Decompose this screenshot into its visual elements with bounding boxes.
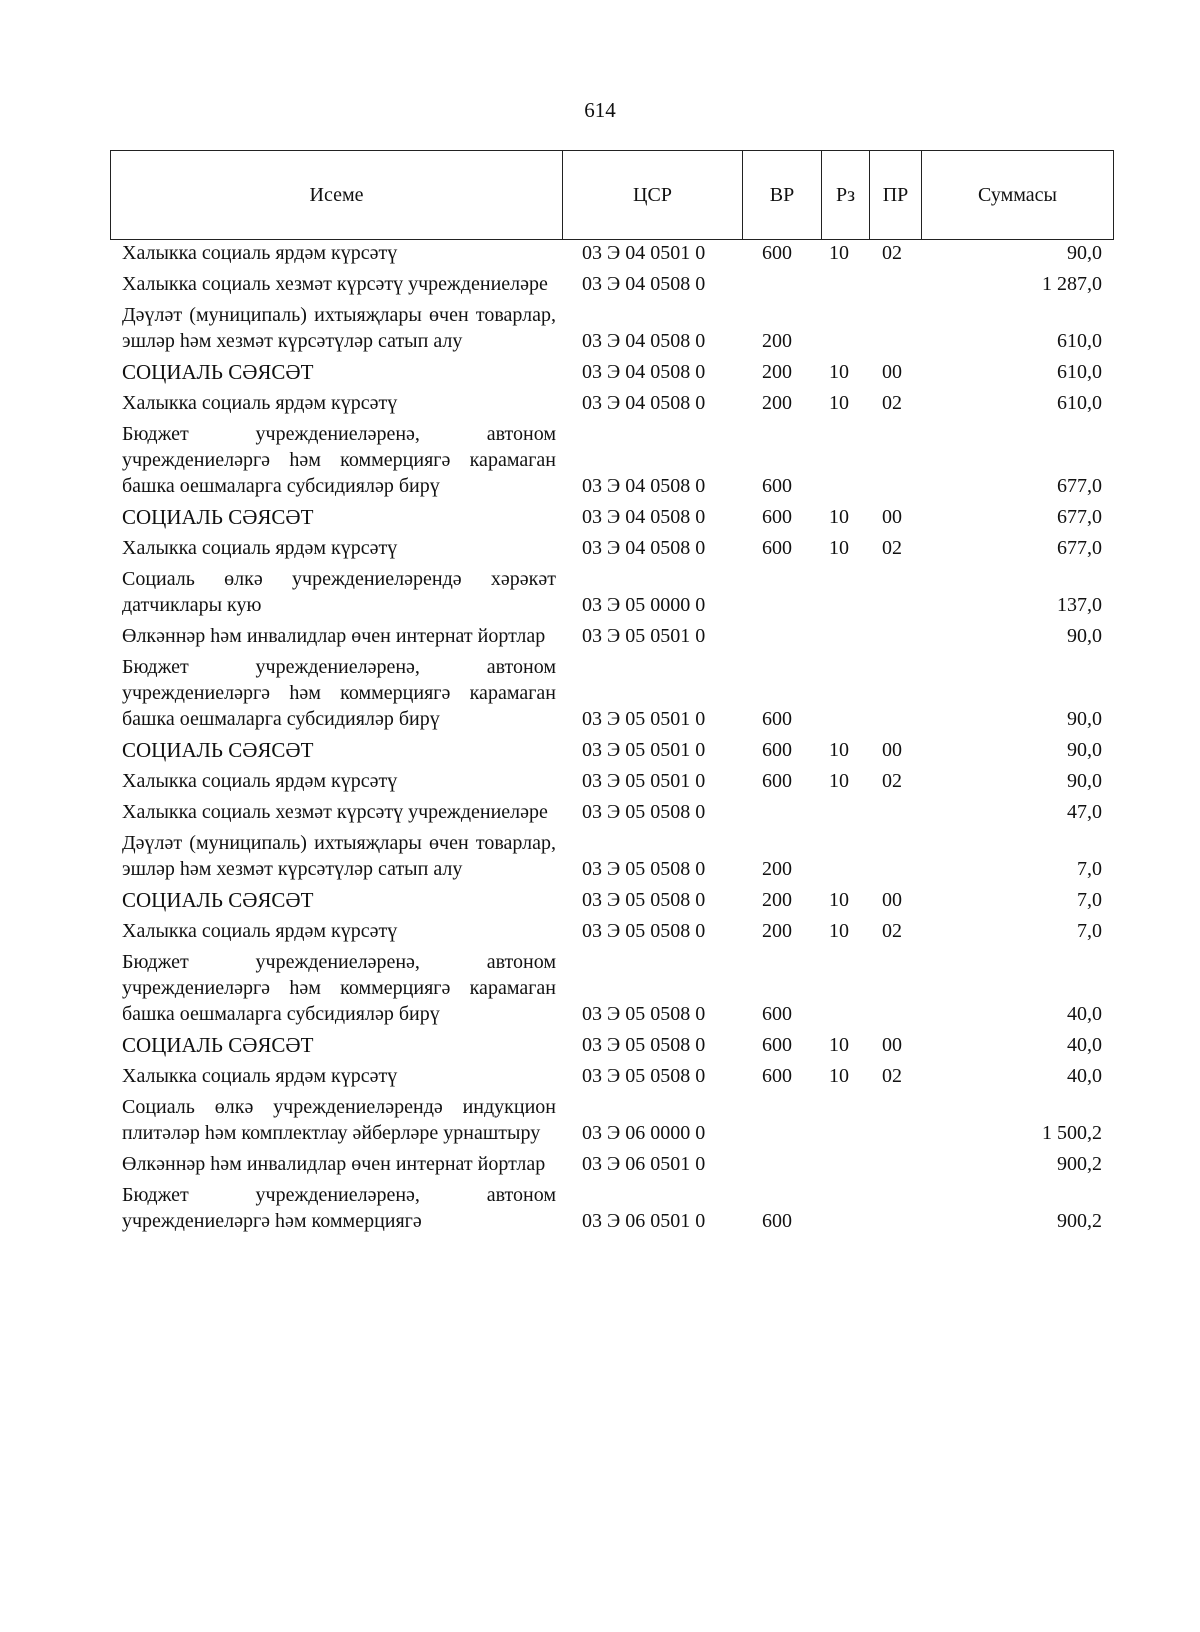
row-csr-cell: 03 Э 04 0508 0	[582, 392, 706, 414]
table-row	[110, 359, 1114, 390]
row-rz-cell: 10	[829, 361, 849, 383]
table-row	[110, 799, 1114, 830]
row-name-cell: Дәүләт (муниципаль) ихтыяҗлары өчен товарлар, эшләр һәм хезмәт күрсәтүләр сатып алу	[122, 832, 556, 880]
row-name-cell: Халыкка социаль ярдәм күрсәтү	[122, 242, 398, 264]
row-name-cell: Халыкка социаль хезмәт күрсәтү учреждениеләре	[122, 801, 548, 823]
row-csr-cell: 03 Э 04 0508 0	[582, 475, 706, 497]
row-pr-cell: 02	[882, 1065, 902, 1087]
row-sum-cell: 40,0	[1067, 1065, 1102, 1087]
row-sum-cell: 610,0	[1057, 392, 1102, 414]
row-csr-cell: 03 Э 05 0000 0	[582, 594, 706, 616]
row-csr-cell: 03 Э 05 0508 0	[582, 1034, 706, 1056]
row-sum-cell: 90,0	[1067, 770, 1102, 792]
table-row	[110, 654, 1114, 737]
row-rz-cell: 10	[829, 889, 849, 911]
row-csr-cell: 03 Э 04 0508 0	[582, 506, 706, 528]
row-pr-cell: 02	[882, 537, 902, 559]
row-name-cell: Дәүләт (муниципаль) ихтыяҗлары өчен товарлар, эшләр һәм хезмәт күрсәтүләр сатып алу	[122, 304, 556, 352]
row-name-cell: СОЦИАЛЬ СӘЯСӘТ	[122, 888, 314, 912]
row-rz-cell: 10	[829, 506, 849, 528]
row-vr-cell: 600	[762, 1210, 792, 1232]
row-csr-cell: 03 Э 04 0508 0	[582, 361, 706, 383]
row-pr-cell: 00	[882, 889, 902, 911]
table-row	[110, 949, 1114, 1032]
row-pr-cell: 02	[882, 242, 902, 264]
row-rz-cell: 10	[829, 739, 849, 761]
row-pr-cell: 00	[882, 506, 902, 528]
row-rz-cell: 10	[829, 1034, 849, 1056]
row-sum-cell: 677,0	[1057, 475, 1102, 497]
row-csr-cell: 03 Э 04 0508 0	[582, 330, 706, 352]
table-row	[110, 830, 1114, 887]
row-vr-cell: 600	[762, 475, 792, 497]
row-sum-cell: 7,0	[1077, 920, 1102, 942]
table-row	[110, 918, 1114, 949]
row-sum-cell: 677,0	[1057, 506, 1102, 528]
row-rz-cell: 10	[829, 770, 849, 792]
row-pr-cell: 00	[882, 1034, 902, 1056]
header-csr: ЦСР	[563, 151, 743, 239]
row-csr-cell: 03 Э 05 0501 0	[582, 625, 706, 647]
row-vr-cell: 600	[762, 1034, 792, 1056]
row-sum-cell: 90,0	[1067, 625, 1102, 647]
header-name: Исеме	[111, 151, 563, 239]
table-row	[110, 302, 1114, 359]
row-name-cell: СОЦИАЛЬ СӘЯСӘТ	[122, 1033, 314, 1057]
row-sum-cell: 47,0	[1067, 801, 1102, 823]
row-name-cell: СОЦИАЛЬ СӘЯСӘТ	[122, 738, 314, 762]
row-pr-cell: 00	[882, 739, 902, 761]
table-header	[110, 150, 1114, 240]
table-row	[110, 1063, 1114, 1094]
row-vr-cell: 600	[762, 1065, 792, 1087]
row-csr-cell: 03 Э 06 0501 0	[582, 1210, 706, 1232]
table-row	[110, 535, 1114, 566]
row-sum-cell: 1 287,0	[1042, 273, 1102, 295]
header-pr: ПР	[870, 151, 922, 239]
header-sum: Суммасы	[978, 183, 1057, 206]
row-sum-cell: 40,0	[1067, 1034, 1102, 1056]
row-rz-cell: 10	[829, 537, 849, 559]
table-row	[110, 240, 1114, 271]
row-vr-cell: 200	[762, 889, 792, 911]
row-csr-cell: 03 Э 05 0508 0	[582, 889, 706, 911]
row-csr-cell: 03 Э 04 0508 0	[582, 537, 706, 559]
row-csr-cell: 03 Э 05 0508 0	[582, 858, 706, 880]
header-rz: Рз	[822, 151, 870, 239]
row-vr-cell: 600	[762, 1003, 792, 1025]
row-rz-cell: 10	[829, 1065, 849, 1087]
row-vr-cell: 600	[762, 708, 792, 730]
row-sum-cell: 610,0	[1057, 330, 1102, 352]
row-csr-cell: 03 Э 05 0501 0	[582, 708, 706, 730]
row-name-cell: Бюджет учреждениеләренә, автоном учреждениеләргә һәм коммерциягә	[122, 1184, 556, 1232]
table-row	[110, 623, 1114, 654]
row-csr-cell: 03 Э 04 0508 0	[582, 273, 706, 295]
header-vr: ВР	[743, 151, 822, 239]
table-row	[110, 421, 1114, 504]
row-csr-cell: 03 Э 05 0508 0	[582, 801, 706, 823]
row-pr-cell: 02	[882, 920, 902, 942]
row-vr-cell: 200	[762, 361, 792, 383]
row-sum-cell: 610,0	[1057, 361, 1102, 383]
row-name-cell: Өлкәннәр һәм инвалидлар өчен интернат йортлар	[122, 1153, 546, 1175]
row-sum-cell: 40,0	[1067, 1003, 1102, 1025]
row-name-cell: Бюджет учреждениеләренә, автоном учреждениеләргә һәм коммерциягә карамаган башка оешмаларга субсидияләр бирү	[122, 423, 556, 497]
row-name-cell: Бюджет учреждениеләренә, автоном учреждениеләргә һәм коммерциягә карамаган башка оешмаларга субсидияләр бирү	[122, 951, 556, 1025]
table-row	[110, 504, 1114, 535]
row-name-cell: Халыкка социаль ярдәм күрсәтү	[122, 392, 398, 414]
row-name-cell: Халыкка социаль ярдәм күрсәтү	[122, 920, 398, 942]
row-name-cell: Бюджет учреждениеләренә, автоном учреждениеләргә һәм коммерциягә карамаган башка оешмаларга субсидияләр бирү	[122, 656, 556, 730]
row-name-cell: Халыкка социаль ярдәм күрсәтү	[122, 1065, 398, 1087]
row-sum-cell: 7,0	[1077, 858, 1102, 880]
row-name-cell: Өлкәннәр һәм инвалидлар өчен интернат йортлар	[122, 625, 546, 647]
row-sum-cell: 7,0	[1077, 889, 1102, 911]
row-sum-cell: 900,2	[1057, 1210, 1102, 1232]
row-pr-cell: 02	[882, 392, 902, 414]
row-name-cell: Социаль өлкә учреждениеләрендә индукцион плитәләр һәм комплектлау әйберләре урнаштыру	[122, 1096, 556, 1144]
row-sum-cell: 90,0	[1067, 708, 1102, 730]
row-name-cell: Халыкка социаль хезмәт күрсәтү учреждениеләре	[122, 273, 548, 295]
row-vr-cell: 200	[762, 920, 792, 942]
row-sum-cell: 137,0	[1057, 594, 1102, 616]
row-pr-cell: 00	[882, 361, 902, 383]
row-vr-cell: 200	[762, 858, 792, 880]
table-row	[110, 1182, 1114, 1239]
table-body	[110, 240, 1114, 1239]
row-sum-cell: 900,2	[1057, 1153, 1102, 1175]
row-csr-cell: 03 Э 04 0501 0	[582, 242, 706, 264]
row-vr-cell: 200	[762, 330, 792, 352]
row-name-cell: СОЦИАЛЬ СӘЯСӘТ	[122, 360, 314, 384]
row-name-cell: Социаль өлкә учреждениеләрендә хәрәкәт датчиклары кую	[122, 568, 556, 616]
row-csr-cell: 03 Э 06 0000 0	[582, 1122, 706, 1144]
table-row	[110, 1032, 1114, 1063]
table-row	[110, 566, 1114, 623]
table-row	[110, 887, 1114, 918]
row-vr-cell: 600	[762, 242, 792, 264]
table-row	[110, 1094, 1114, 1151]
table-row	[110, 737, 1114, 768]
table-row	[110, 390, 1114, 421]
table-row	[110, 271, 1114, 302]
table-row	[110, 1151, 1114, 1182]
row-csr-cell: 03 Э 05 0501 0	[582, 770, 706, 792]
row-vr-cell: 200	[762, 392, 792, 414]
row-csr-cell: 03 Э 06 0501 0	[582, 1153, 706, 1175]
row-vr-cell: 600	[762, 770, 792, 792]
row-name-cell: Халыкка социаль ярдәм күрсәтү	[122, 537, 398, 559]
row-vr-cell: 600	[762, 537, 792, 559]
row-vr-cell: 600	[762, 739, 792, 761]
table-row	[110, 768, 1114, 799]
row-rz-cell: 10	[829, 920, 849, 942]
row-sum-cell: 677,0	[1057, 537, 1102, 559]
row-sum-cell: 90,0	[1067, 242, 1102, 264]
row-name-cell: Халыкка социаль ярдәм күрсәтү	[122, 770, 398, 792]
row-csr-cell: 03 Э 05 0508 0	[582, 1003, 706, 1025]
row-rz-cell: 10	[829, 242, 849, 264]
page-number: 614	[584, 98, 616, 122]
row-pr-cell: 02	[882, 770, 902, 792]
row-name-cell: СОЦИАЛЬ СӘЯСӘТ	[122, 505, 314, 529]
row-sum-cell: 90,0	[1067, 739, 1102, 761]
row-csr-cell: 03 Э 05 0501 0	[582, 739, 706, 761]
row-rz-cell: 10	[829, 392, 849, 414]
row-sum-cell: 1 500,2	[1042, 1122, 1102, 1144]
row-csr-cell: 03 Э 05 0508 0	[582, 1065, 706, 1087]
row-vr-cell: 600	[762, 506, 792, 528]
row-csr-cell: 03 Э 05 0508 0	[582, 920, 706, 942]
